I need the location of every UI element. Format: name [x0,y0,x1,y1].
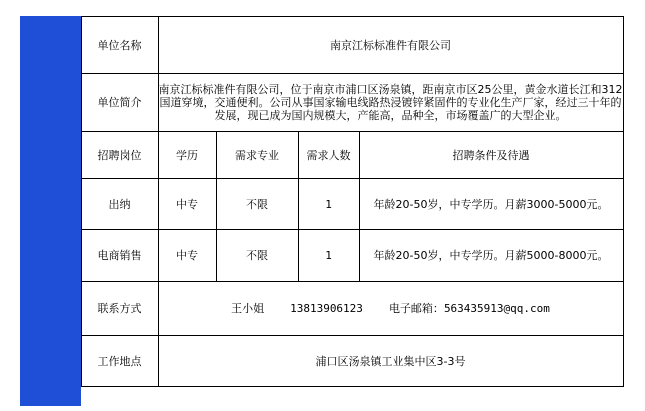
job-education: 中专 [158,179,216,230]
email-label: 电子邮箱： [388,302,444,315]
job-education: 中专 [158,230,216,282]
contact-email: 563435913@qq.com [443,302,550,315]
job-count: 1 [298,230,359,282]
contact-details [158,282,623,336]
header-major: 需求专业 [216,132,298,179]
company-name: 南京江标标准件有限公司 [158,17,623,74]
contact-name: 王小姐 [231,302,265,315]
job-row [20,230,623,282]
intro-text: 南京江标标准件有限公司，位于南京市浦口区汤泉镇，距南京市区25公里，黄金水道长江和312国道穿境，交通便利。公司从事国家输电线路热浸镀锌紧固件的专业化生产厂家，经过三十年的发展，现已成为国内规模大，产能高，品种全，市场覆盖广的大型企业。 [158,74,623,132]
header-education: 学历 [158,132,216,179]
contact-label: 联系方式 [81,282,158,336]
job-conditions: 年龄20-50岁，中专学历。月薪3000-5000元。 [359,179,623,230]
intro-row [20,74,623,132]
job-row [20,179,623,230]
intro-label: 单位简介 [81,74,158,132]
job-major: 不限 [216,230,298,282]
header-position: 招聘岗位 [81,132,158,179]
company-label: 单位名称 [81,17,158,74]
recruitment-table [20,16,624,405]
header-count: 需求人数 [298,132,359,179]
spacer-cell [81,387,623,405]
job-major: 不限 [216,179,298,230]
company-row [20,17,623,74]
header-row [20,132,623,179]
location-row [20,336,623,387]
contact-row [20,282,623,336]
location-value: 浦口区汤泉镇工业集中区3-3号 [158,336,623,387]
job-count: 1 [298,179,359,230]
job-conditions: 年龄20-50岁，中专学历。月薪5000-8000元。 [359,230,623,282]
header-conditions: 招聘条件及待遇 [359,132,623,179]
spacer-row [20,387,623,405]
job-position: 出纳 [81,179,158,230]
contact-email-group [389,302,550,315]
contact-phone: 13813906123 [290,302,363,315]
job-position: 电商销售 [81,230,158,282]
band-cell [20,17,81,405]
location-label: 工作地点 [81,336,158,387]
